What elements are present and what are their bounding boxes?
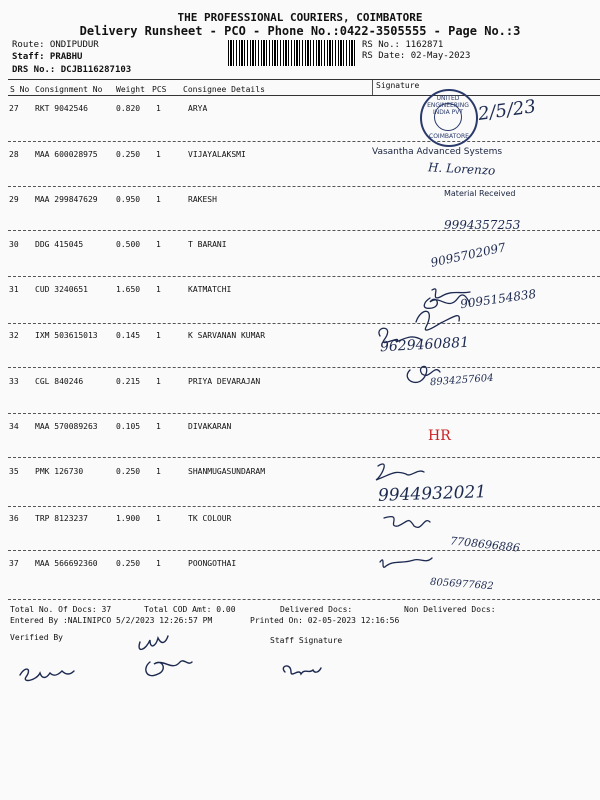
cell-consignment: MAA 299847629: [35, 195, 98, 204]
cell-weight: 1.650: [116, 285, 141, 294]
route-label: Route: ONDIPUDUR: [12, 40, 99, 50]
cell-consignee: TK COLOUR: [188, 514, 232, 523]
total-docs: Total No. Of Docs: 37: [10, 605, 112, 614]
signature-30-stroke: [416, 311, 459, 330]
staff-signature-label: Staff Signature: [270, 636, 343, 645]
cell-sno: 27: [9, 104, 19, 113]
cell-pcs: 1: [156, 467, 161, 476]
cell-consignment: CUD 3240651: [35, 285, 88, 294]
signature-35-stroke: [376, 464, 424, 480]
drs-number: DRS No.: DCJB116287103: [12, 65, 132, 75]
col-sno: S No: [10, 85, 30, 94]
cell-sno: 34: [9, 422, 19, 431]
col-consignment: Consignment No: [35, 85, 103, 94]
rs-date: RS Date: 02-May-2023: [362, 51, 471, 61]
signature-28: H. Lorenzo: [427, 160, 496, 178]
signature-33-phone: 8934257604: [429, 372, 494, 389]
signature-31-stroke: [424, 295, 470, 308]
staff-label: Staff: PRABHU: [12, 52, 83, 62]
signature-31-phone: 9095154838: [459, 286, 537, 312]
delivery-date-note: 2/5/23: [476, 96, 538, 125]
cell-pcs: 1: [156, 559, 161, 568]
cell-weight: 0.250: [116, 467, 141, 476]
stamp-text: UNITED ENGINEERING INDIA PVT: [427, 95, 469, 116]
delivered-docs: Delivered Docs:: [280, 605, 353, 614]
cell-consignee: PRIYA DEVARAJAN: [188, 377, 261, 386]
cell-pcs: 1: [156, 104, 161, 113]
signature-29-stroke: [432, 289, 470, 298]
signature-36-phone: 7708696886: [449, 534, 521, 555]
cell-consignment: DDG 415045: [35, 240, 84, 249]
company-title: THE PROFESSIONAL COURIERS, COIMBATORE: [177, 11, 423, 24]
verified-by-label: Verified By: [10, 633, 63, 642]
cell-sno: 36: [9, 514, 19, 523]
cell-weight: 0.250: [116, 559, 141, 568]
cell-pcs: 1: [156, 285, 161, 294]
cell-consignment: MAA 600028975: [35, 150, 98, 159]
signature-29-phone: 9994357253: [444, 218, 521, 232]
cell-consignee: K SARVANAN KUMAR: [188, 331, 266, 340]
signature-35-phone: 9944932021: [377, 482, 487, 506]
handwritten-signatures: [370, 90, 600, 600]
header-divider-top: [8, 79, 600, 80]
verified-signature: [20, 669, 74, 680]
cell-sno: 31: [9, 285, 19, 294]
signature-37-stroke: [380, 558, 432, 567]
cell-weight: 0.250: [116, 150, 141, 159]
cell-consignee: POONGOTHAI: [188, 559, 237, 568]
cell-sno: 35: [9, 467, 19, 476]
cell-consignment: RKT 9042546: [35, 104, 88, 113]
printed-on: Printed On: 02-05-2023 12:16:56: [250, 616, 400, 625]
cell-consignment: MAA 566692360: [35, 559, 98, 568]
consignee-company-stamp: Vasantha Advanced Systems: [372, 147, 503, 157]
cell-sno: 28: [9, 150, 19, 159]
col-pcs: PCS: [152, 85, 167, 94]
signature-32-stroke: [379, 328, 422, 342]
cell-consignment: TRP 8123237: [35, 514, 88, 523]
rs-number: RS No.: 1162871: [362, 40, 444, 50]
cell-consignee: ARYA: [188, 104, 208, 113]
cell-weight: 1.900: [116, 514, 141, 523]
cell-pcs: 1: [156, 240, 161, 249]
cell-pcs: 1: [156, 422, 161, 431]
cell-weight: 0.820: [116, 104, 141, 113]
cell-weight: 0.500: [116, 240, 141, 249]
col-weight: Weight: [116, 85, 145, 94]
cell-pcs: 1: [156, 331, 161, 340]
barcode: [228, 40, 356, 66]
stamp-city: COIMBATORE: [429, 133, 469, 140]
cell-weight: 0.950: [116, 195, 141, 204]
cell-weight: 0.105: [116, 422, 141, 431]
cell-consignee: RAKESH: [188, 195, 217, 204]
staff-signature: [283, 666, 321, 674]
cell-consignee: T BARANI: [188, 240, 227, 249]
signature-36-stroke: [384, 517, 430, 528]
cell-sno: 33: [9, 377, 19, 386]
cell-consignee: VIJAYALAKSMI: [188, 150, 246, 159]
signature-33-stroke: [407, 366, 440, 382]
col-signature: Signature: [376, 81, 420, 90]
cell-consignment: MAA 570089263: [35, 422, 98, 431]
signature-30-phone: 9095702097: [429, 240, 507, 270]
cell-pcs: 1: [156, 514, 161, 523]
material-received-stamp: Material Received: [444, 189, 516, 198]
col-consignee: Consignee Details: [183, 85, 265, 94]
cell-weight: 0.215: [116, 377, 141, 386]
cell-weight: 0.145: [116, 331, 141, 340]
cell-sno: 32: [9, 331, 19, 340]
cell-sno: 30: [9, 240, 19, 249]
cell-consignment: PMK 126730: [35, 467, 84, 476]
total-cod: Total COD Amt: 0.00: [144, 605, 236, 614]
signature-34-note: HR: [428, 428, 451, 444]
footer-signatures: [10, 630, 380, 690]
cell-consignment: CGL 840246: [35, 377, 84, 386]
non-delivered-docs: Non Delivered Docs:: [404, 605, 496, 614]
entered-by: Entered By :NALINIPCO 5/2/2023 12:26:57 PM: [10, 616, 213, 625]
cell-consignment: IXM 503615013: [35, 331, 98, 340]
cell-consignee: SHANMUGASUNDARAM: [188, 467, 266, 476]
cell-consignee: DIVAKARAN: [188, 422, 232, 431]
cell-pcs: 1: [156, 195, 161, 204]
signature-32-phone: 9629460881: [379, 334, 470, 356]
runsheet-subtitle: Delivery Runsheet - PCO - Phone No.:0422-3505555 - Page No.:3: [79, 24, 521, 38]
cell-pcs: 1: [156, 377, 161, 386]
cell-sno: 29: [9, 195, 19, 204]
cell-pcs: 1: [156, 150, 161, 159]
signature-37-phone: 8056977682: [429, 576, 494, 593]
approver-signature-bottom: [146, 661, 192, 676]
cell-consignee: KATMATCHI: [188, 285, 232, 294]
cell-sno: 37: [9, 559, 19, 568]
approver-signature-top: [139, 636, 168, 649]
